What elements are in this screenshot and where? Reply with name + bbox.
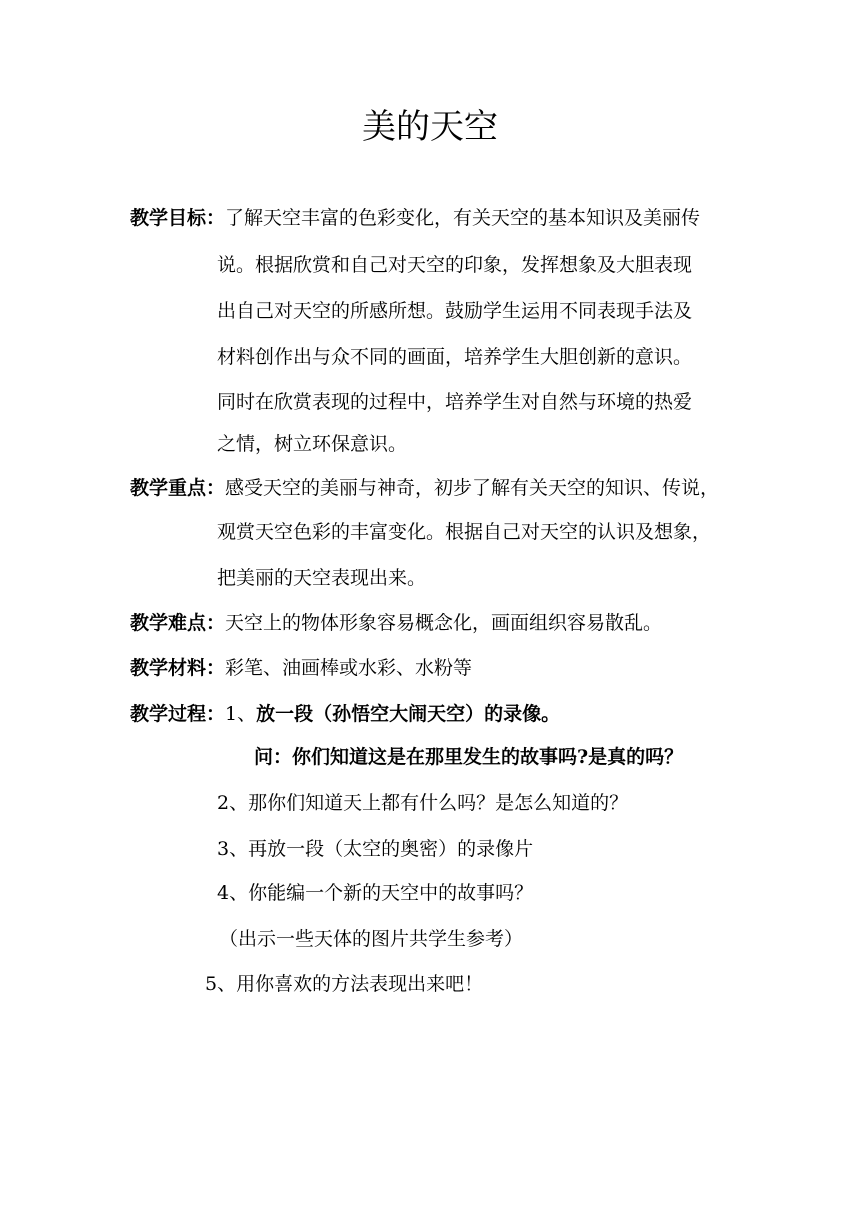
goal-text-5: 同时在欣赏表现的过程中，培养学生对自然与环境的热爱 [217, 391, 693, 413]
goal-text-6: 之情，树立环保意识。 [217, 433, 408, 455]
process-step1-text: 放一段（孙悟空大闹天空）的录像。 [256, 703, 561, 725]
key-text-1: 感受天空的美丽与神奇，初步了解有关天空的知识、传说， [225, 477, 720, 499]
key-text-2: 观赏天空色彩的丰富变化。根据自己对天空的认识及想象， [217, 521, 712, 543]
process-step2: 2、那你们知道天上都有什么吗？是怎么知道的？ [217, 792, 629, 814]
materials-text: 彩笔、油画棒或水彩、水粉等 [225, 657, 473, 679]
process-step1-num: 1、 [225, 703, 257, 725]
goal-line-1 [130, 204, 700, 232]
goal-text-4: 材料创作出与众不同的画面，培养学生大胆创新的意识。 [217, 346, 693, 368]
process-step5: 5、用你喜欢的方法表现出来吧！ [205, 973, 484, 995]
process-line-1 [130, 700, 560, 728]
goal-text-3: 出自己对天空的所感所想。鼓励学生运用不同表现手法及 [217, 300, 693, 322]
process-label: 教学过程： [130, 703, 226, 725]
process-note: （出示一些天体的图片共学生参考） [219, 928, 524, 950]
process-step4: 4、你能编一个新的天空中的故事吗？ [217, 882, 534, 904]
key-line-1 [130, 474, 719, 502]
materials-label: 教学材料： [130, 657, 226, 679]
goal-text-2: 说。根据欣赏和自己对天空的印象，发挥想象及大胆表现 [217, 254, 693, 276]
difficulty-label: 教学难点： [130, 612, 226, 634]
difficulty-line [130, 609, 662, 637]
page-title: 美的天空 [362, 107, 498, 147]
difficulty-text: 天空上的物体形象容易概念化，画面组织容易散乱。 [225, 612, 663, 634]
key-text-3: 把美丽的天空表现出来。 [217, 567, 427, 589]
goal-label: 教学目标： [130, 207, 226, 229]
key-label: 教学重点： [130, 477, 226, 499]
materials-line [130, 654, 472, 682]
goal-text-1: 了解天空丰富的色彩变化，有关天空的基本知识及美丽传 [225, 207, 701, 229]
process-question: 问：你们知道这是在那里发生的故事吗?是真的吗？ [254, 746, 684, 768]
process-step3: 3、再放一段（太空的奥密）的录像片 [217, 838, 534, 860]
